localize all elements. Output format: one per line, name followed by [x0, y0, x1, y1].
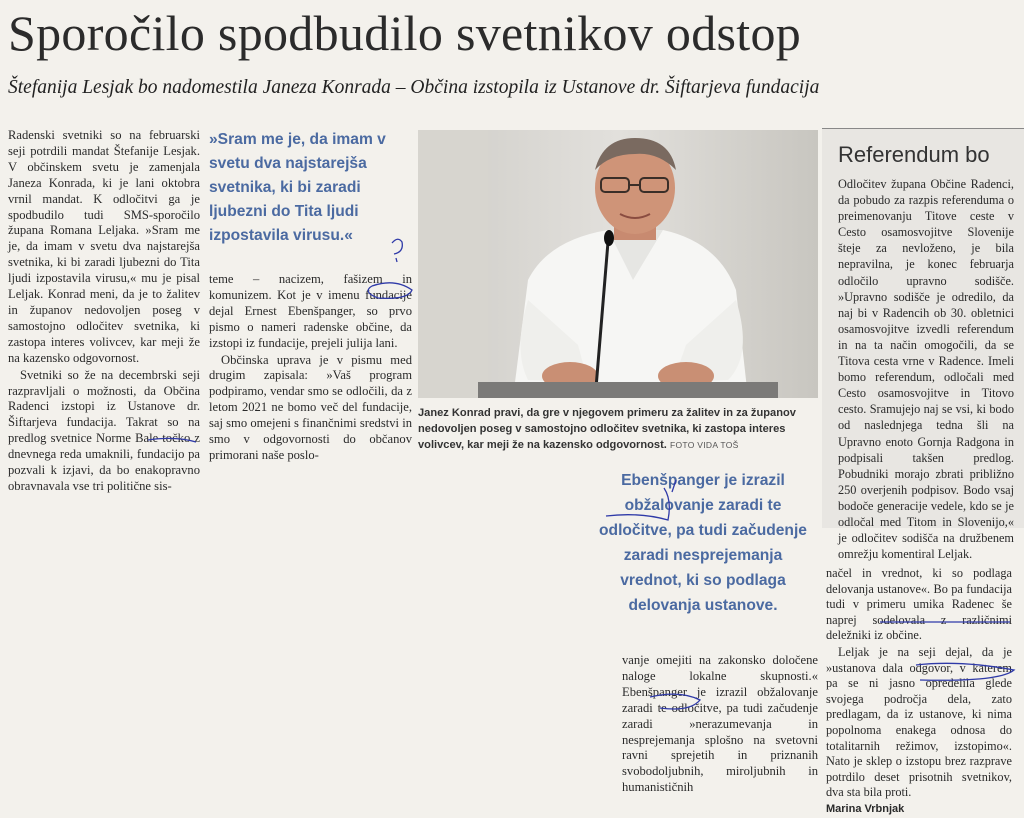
article-column-1 — [8, 128, 200, 496]
paragraph: Občinska uprava je v pismu med drugim zapisala: »Vaš program podpiramo, vendar smo se odločili, da z letom 2021 ne bomo več del fundacije, saj smo omejeni s finančnimi sredstvi in smo v odgovornosti do občanov primorani naše poslo- — [209, 352, 412, 462]
photo-caption — [418, 405, 810, 453]
subheadline: Štefanija Lesjak bo nadomestila Janeza Konrada – Občina izstopila iz Ustanove dr. Šiftarjeva fundacija — [8, 77, 820, 98]
paragraph: Svetniki so že na decembrski seji razpravljali o možnosti, da Občina Radenci izstopi iz Ustanove dr. Šiftarjeva fundacija. Takrat so na predlog svetnice Norme Bale točko z dnevnega reda umaknili, fundacijo pa pozvali k izjavi, da bo enakopravno obravnavala vse tri politične sis- — [8, 367, 200, 493]
caption-text: Janez Konrad pravi, da gre v njegovem primeru za žalitev in za županov nedovoljen poseg v samostojno odločitev svetnika, ki zastopa interes volivcev, kar meji že na kazensko odgovornost. — [418, 407, 796, 451]
paragraph: Leljak je na seji dejal, da je »ustanova dala odgovor, v katerem pa se ni jasno opredelila glede svojega področja dela, zato predlagam, da iz ustanove, ki nima popolnoma enakega odnosa do totalitarnih režimov, izstopimo«. Nato je sklep o izstopu brez razprave potrdilo deset prisotnih svetnikov, dva sta bila proti. — [826, 644, 1012, 800]
article-column-3 — [622, 653, 818, 797]
article-column-2 — [209, 272, 412, 465]
paragraph: Radenski svetniki so na februarski seji potrdili mandat Štefanije Lesjak. V občinskem svetu je zamenjala Janeza Konrada, ki je lani oktobra vrnil mandat. K odločitvi ga je spodbudilo tudi SMS-sporočilo župana Romana Leljaka. »Sram me je, da imam v svetu dva najstarejša svetnika, ki bi zaradi ljubezni do Tita ljudi izpostavila virusu,« mu je pisal Leljak. Konrad meni, da je to žalitev in županov nedovoljen poseg v samostojno odločitev svetnika, ki zastopa interes volivcev, kar meji že na kazensko odgovornost. — [8, 128, 200, 365]
pull-quote: »Sram me je, da imam v svetu dva najstarejša svetnika, ki bi zaradi ljubezni do Tita ljudi izpostavila virusu.« — [209, 131, 386, 244]
photo-credit: FOTO VIDA TOŠ — [669, 440, 739, 450]
sidebar-text — [838, 176, 1014, 563]
headline: Sporočilo spodbudilo svetnikov odstop — [8, 5, 802, 61]
pull-quote: Ebenšpanger je izrazil obžalovanje zaradi te odločitve, pa tudi začudenje zaradi nesprejemanja vrednot, ki so podlaga delovanja ustanove. — [599, 472, 807, 614]
article-column-4 — [826, 566, 1012, 818]
paragraph: teme – nacizem, fašizem in komunizem. Kot je v imenu fundacije dejal Ernest Ebenšpanger, so prvo pismo o nameri radenske občine, da izstopi iz fundacije, prejeli julija lani. — [209, 272, 412, 350]
author-byline: Marina Vrbnjak — [826, 802, 905, 815]
photo-janez-konrad — [418, 130, 818, 398]
sidebar-top-rule — [822, 128, 1024, 129]
paragraph: Odločitev župana Občine Radenci, da pobudo za razpis referenduma o preimenovanju Titove ceste v Cesto osamosvojitve Slovenije šteje za nevloženo, je bila nepravilna, je konec februarja odločilo upravno sodišče. »Upravno sodišče je odredilo, da naj bi v Radencih ob 30. obletnici osamosvojitve izvedli referendum in na ta način omogočili, da se Titova cesta vrne v Radence. Imeli bomo referendum, odločali med Cesto osamosvojitve in Titovo cesto. Sramujejo naj se vsi, ki bodo od naslednjega tedna šli na Upravno enoto Gornja Radgona in podpisali takšen predlog. Pobudniki morajo zbrati približno 250 overjenih podpisov. Bodo vsaj bodoče generacije vedele, kdo se je odločal med Titom in Slovenijo,« je odločitev sodišča na družbenem omrežju komentiral Leljak. — [838, 177, 1014, 562]
sidebar-title: Referendum bo — [838, 142, 990, 167]
paragraph: načel in vrednot, ki so podlaga delovanja ustanove«. Bo pa fundacija tudi v primeru umika Radenec še naprej sodelovala z različnimi deležniki iz občine. — [826, 566, 1012, 643]
portrait-illustration — [418, 130, 818, 398]
paragraph: vanje omejiti na zakonsko določene naloge lokalne skupnosti.« Ebenšpanger je izrazil obžalovanje zaradi te odločitve, pa tudi začudenje zaradi »nerazumevanja in nesprejemanja splošno na svetovni ravni sprejetih in priznanih svobodoljubnih, miroljubnih in humanističnih — [622, 653, 818, 795]
